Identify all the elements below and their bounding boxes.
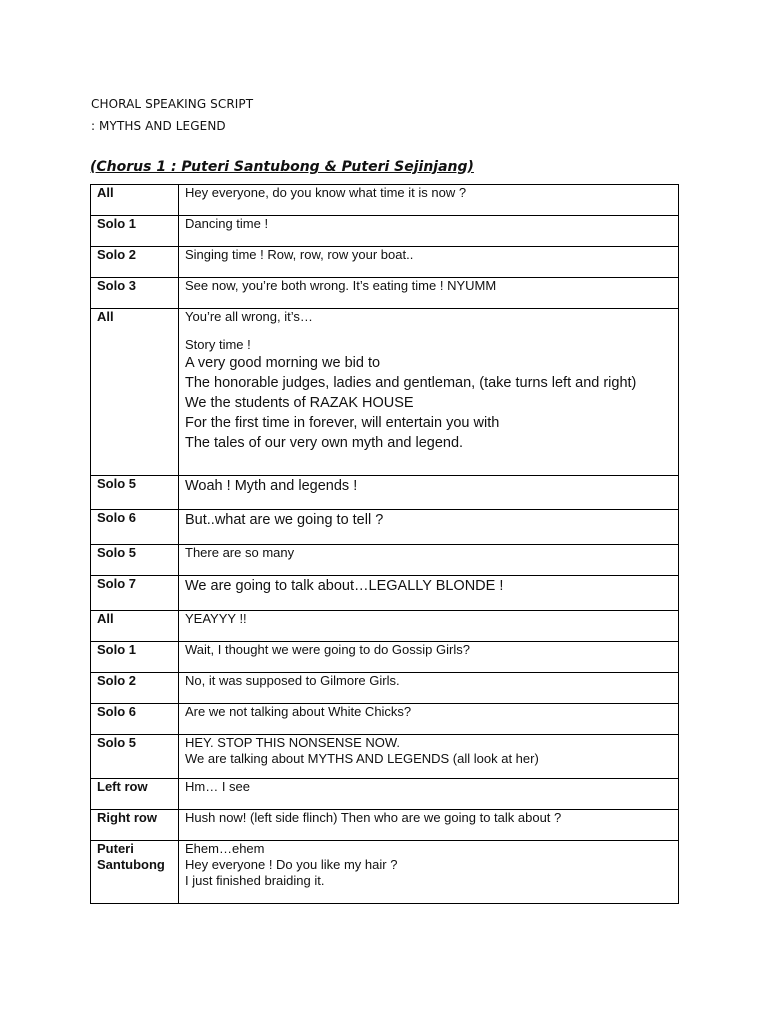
speaker-cell: Solo 5 — [91, 476, 179, 510]
script-line: We the students of RAZAK HOUSE — [185, 395, 414, 411]
script-line: The tales of our very own myth and legend. — [185, 435, 464, 451]
line-cell — [179, 510, 679, 545]
script-line: Hush now! (left side flinch) Then who are we going to talk about ? — [185, 810, 562, 825]
script-line: Dancing time ! — [185, 216, 269, 231]
table-row — [91, 779, 679, 810]
speaker-cell: Solo 5 — [91, 545, 179, 576]
script-line: Hey everyone, do you know what time it is now ? — [185, 185, 467, 200]
table-row — [91, 735, 679, 779]
script-line: For the first time in forever, will entertain you with — [185, 415, 500, 431]
line-cell — [179, 185, 679, 216]
script-line: Are we not talking about White Chicks? — [185, 704, 412, 719]
table-row — [91, 216, 679, 247]
table-row — [91, 642, 679, 673]
line-cell — [179, 545, 679, 576]
script-line: Hey everyone ! Do you like my hair ? — [185, 857, 398, 872]
line-cell — [179, 704, 679, 735]
script-line: HEY. STOP THIS NONSENSE NOW. — [185, 735, 401, 750]
script-line: Story time ! — [185, 337, 251, 352]
table-row — [91, 704, 679, 735]
script-line: But..what are we going to tell ? — [185, 512, 384, 528]
script-line: I just finished braiding it. — [185, 873, 325, 888]
speaker-cell: All — [91, 611, 179, 642]
script-line-part: LEGALLY BLONDE ! — [368, 578, 504, 594]
script-line: Ehem…ehem — [185, 841, 265, 856]
speaker-cell: Solo 2 — [91, 673, 179, 704]
script-line: No, it was supposed to Gilmore Girls. — [185, 673, 400, 688]
table-row — [91, 841, 679, 904]
section-title: (Chorus 1 : Puteri Santubong & Puteri Sejinjang) — [90, 159, 474, 175]
script-table — [90, 184, 679, 904]
table-row — [91, 278, 679, 309]
speaker-cell: Solo 1 — [91, 642, 179, 673]
line-cell — [179, 247, 679, 278]
document-title: CHORAL SPEAKING SCRIPT — [91, 97, 254, 111]
speaker-cell: Puteri Santubong — [91, 841, 179, 904]
speaker-cell: Solo 2 — [91, 247, 179, 278]
line-cell — [179, 309, 679, 476]
line-cell — [179, 810, 679, 841]
speaker-cell: Solo 6 — [91, 510, 179, 545]
speaker-cell: Solo 3 — [91, 278, 179, 309]
table-row — [91, 545, 679, 576]
table-row — [91, 476, 679, 510]
script-line: Wait, I thought we were going to do Gossip Girls? — [185, 642, 470, 657]
line-cell — [179, 278, 679, 309]
speaker-cell: Left row — [91, 779, 179, 810]
table-row — [91, 810, 679, 841]
line-cell — [179, 611, 679, 642]
script-line: YEAYYY !! — [185, 611, 247, 626]
table-row — [91, 309, 679, 476]
script-line: You’re all wrong, it’s… — [185, 309, 313, 324]
script-line: There are so many — [185, 545, 295, 560]
document-header — [91, 93, 253, 137]
table-row — [91, 673, 679, 704]
line-cell — [179, 841, 679, 904]
speaker-cell: All — [91, 185, 179, 216]
script-line: Singing time ! Row, row, row your boat.. — [185, 247, 414, 262]
script-line: Woah ! Myth and legends ! — [185, 478, 358, 494]
line-cell — [179, 735, 679, 779]
line-cell — [179, 216, 679, 247]
document-subtitle: : MYTHS AND LEGEND — [91, 119, 226, 133]
line-cell — [179, 673, 679, 704]
table-row — [91, 576, 679, 611]
script-line: The honorable judges, ladies and gentleman, (take turns left and right) — [185, 375, 637, 391]
line-cell — [179, 476, 679, 510]
script-line-part: We are going to talk about… — [185, 578, 369, 594]
script-line: Hm… I see — [185, 779, 251, 794]
script-line — [185, 576, 672, 596]
speaker-cell: Solo 5 — [91, 735, 179, 779]
line-cell — [179, 779, 679, 810]
speaker-cell: Solo 6 — [91, 704, 179, 735]
script-line: A very good morning we bid to — [185, 355, 381, 371]
script-line: We are talking about MYTHS AND LEGENDS (all look at her) — [185, 751, 539, 766]
speaker-cell: Solo 1 — [91, 216, 179, 247]
table-row — [91, 611, 679, 642]
line-cell — [179, 576, 679, 611]
table-row — [91, 510, 679, 545]
script-line: See now, you’re both wrong. It’s eating time ! NYUMM — [185, 278, 497, 293]
table-row — [91, 247, 679, 278]
speaker-cell: Right row — [91, 810, 179, 841]
table-row — [91, 185, 679, 216]
speaker-cell: All — [91, 309, 179, 476]
line-cell — [179, 642, 679, 673]
speaker-cell: Solo 7 — [91, 576, 179, 611]
